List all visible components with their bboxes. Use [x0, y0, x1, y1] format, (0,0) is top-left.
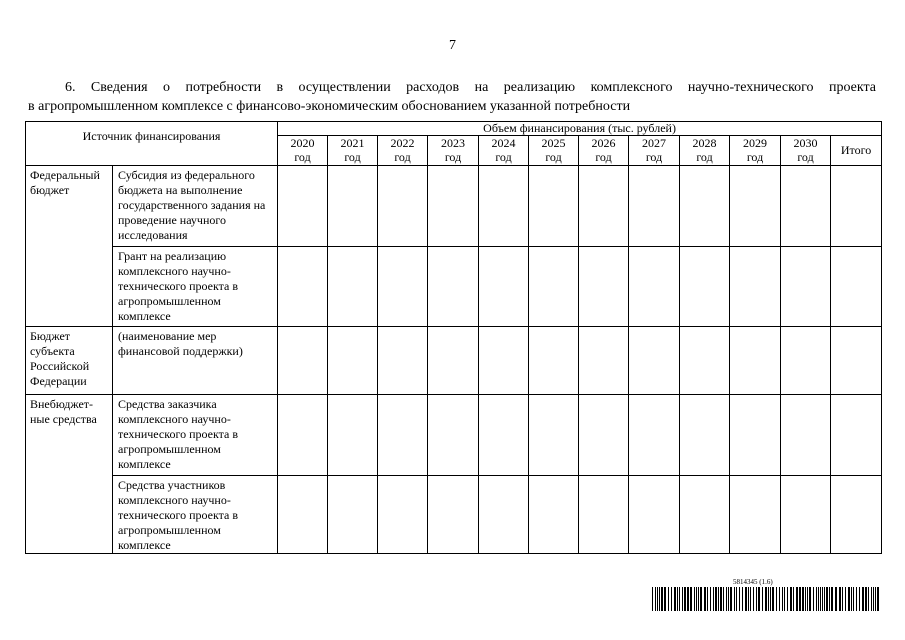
year-header-year: 2029: [743, 136, 768, 150]
amount-cell: [278, 166, 328, 247]
year-header-year: 2023: [441, 136, 466, 150]
amount-cell: [680, 166, 730, 247]
amount-cell: [730, 395, 781, 476]
amount-cell: [730, 247, 781, 327]
year-header-year: 2028: [692, 136, 717, 150]
amount-cell: [278, 247, 328, 327]
amount-cell: [328, 327, 378, 395]
year-header-year: 2024: [491, 136, 516, 150]
funding-item: Средства заказчика комплексного научно-технического проекта в агропромышленном комплексе: [113, 395, 278, 476]
year-header-unit: год: [545, 150, 562, 164]
amount-cell: [328, 476, 378, 554]
year-header-unit: год: [394, 150, 411, 164]
total-cell: [831, 327, 882, 395]
year-header-unit: год: [595, 150, 612, 164]
barcode-image: [652, 587, 879, 611]
year-header-year: 2020: [290, 136, 315, 150]
amount-cell: [730, 476, 781, 554]
table-row: [26, 166, 882, 247]
year-header: [428, 136, 479, 166]
funding-item: Грант на реализацию комплексного научно-технического проекта в агропромышленном комплексе: [113, 247, 278, 327]
funding-source: Внебюджет-ные средства: [26, 395, 113, 554]
year-header: [328, 136, 378, 166]
funding-source: Бюджет субъекта Российской Федерации: [26, 327, 113, 395]
year-header: [781, 136, 831, 166]
amount-cell: [428, 476, 479, 554]
amount-cell: [781, 166, 831, 247]
year-header-unit: год: [294, 150, 311, 164]
year-header-year: 2025: [541, 136, 566, 150]
amount-cell: [730, 166, 781, 247]
table-row: [26, 327, 882, 395]
amount-cell: [579, 327, 629, 395]
amount-cell: [579, 395, 629, 476]
year-header: [378, 136, 428, 166]
amount-cell: [278, 395, 328, 476]
year-header-year: 2027: [642, 136, 667, 150]
total-cell: [831, 166, 882, 247]
amount-cell: [428, 247, 479, 327]
funding-item: Субсидия из федерального бюджета на выполнение государственного задания на проведение научного исследования: [113, 166, 278, 247]
year-header-unit: год: [344, 150, 361, 164]
amount-cell: [629, 395, 680, 476]
total-cell: [831, 395, 882, 476]
amount-cell: [529, 247, 579, 327]
amount-cell: [479, 395, 529, 476]
year-header: [629, 136, 680, 166]
amount-cell: [730, 327, 781, 395]
amount-cell: [278, 327, 328, 395]
barcode-number: 5814345 (1.6): [733, 578, 773, 586]
amount-cell: [479, 247, 529, 327]
amount-cell: [781, 395, 831, 476]
amount-cell: [328, 395, 378, 476]
year-header-year: 2026: [591, 136, 616, 150]
section-heading: [28, 78, 876, 116]
amount-cell: [680, 247, 730, 327]
amount-cell: [328, 247, 378, 327]
table-row: [26, 247, 882, 327]
year-header: [479, 136, 529, 166]
year-header-unit: год: [444, 150, 462, 164]
year-header-unit: год: [495, 150, 512, 164]
amount-cell: [378, 327, 428, 395]
section-heading-line-1: 6. Сведения о потребности в осуществлении расходов на реализацию комплексного научно-технического проекта: [65, 80, 876, 95]
year-header-unit: год: [746, 150, 764, 164]
amount-cell: [629, 247, 680, 327]
amount-cell: [629, 476, 680, 554]
amount-cell: [278, 476, 328, 554]
total-cell: [831, 476, 882, 554]
amount-cell: [680, 327, 730, 395]
funding-item: (наименование мер финансовой поддержки): [113, 327, 278, 395]
section-heading-line-2: в агропромышленном комплексе с финансово-экономическим обоснованием указанной потребности: [28, 99, 631, 114]
amount-cell: [378, 476, 428, 554]
amount-cell: [529, 166, 579, 247]
amount-cell: [680, 395, 730, 476]
amount-cell: [529, 395, 579, 476]
amount-cell: [529, 327, 579, 395]
amount-cell: [428, 395, 479, 476]
year-header: [579, 136, 629, 166]
table-row: [26, 395, 882, 476]
page-number: 7: [449, 38, 456, 53]
amount-cell: [680, 476, 730, 554]
amount-cell: [479, 476, 529, 554]
amount-cell: [529, 476, 579, 554]
year-header-unit: год: [797, 150, 814, 164]
amount-cell: [479, 327, 529, 395]
year-header-year: 2022: [390, 136, 415, 150]
volume-header: Объем финансирования (тыс. рублей): [278, 122, 882, 136]
amount-cell: [378, 166, 428, 247]
total-header: Итого: [831, 136, 882, 166]
amount-cell: [428, 166, 479, 247]
amount-cell: [781, 476, 831, 554]
amount-cell: [781, 327, 831, 395]
year-header-unit: год: [645, 150, 663, 164]
amount-cell: [428, 327, 479, 395]
year-header: [529, 136, 579, 166]
year-header: [730, 136, 781, 166]
amount-cell: [378, 247, 428, 327]
year-header-unit: год: [696, 150, 713, 164]
year-header: [278, 136, 328, 166]
total-cell: [831, 247, 882, 327]
amount-cell: [579, 476, 629, 554]
source-header: Источник финансирования: [26, 122, 278, 166]
amount-cell: [479, 166, 529, 247]
funding-item: Средства участников комплексного научно-технического проекта в агропромышленном комплексе: [113, 476, 278, 554]
amount-cell: [579, 247, 629, 327]
year-header: [680, 136, 730, 166]
table-row: [26, 476, 882, 554]
financing-table: [25, 121, 882, 554]
amount-cell: [328, 166, 378, 247]
amount-cell: [378, 395, 428, 476]
amount-cell: [629, 166, 680, 247]
funding-source: Федеральный бюджет: [26, 166, 113, 327]
amount-cell: [579, 166, 629, 247]
amount-cell: [629, 327, 680, 395]
amount-cell: [781, 247, 831, 327]
year-header-year: 2030: [793, 136, 818, 150]
year-header-year: 2021: [340, 136, 365, 150]
